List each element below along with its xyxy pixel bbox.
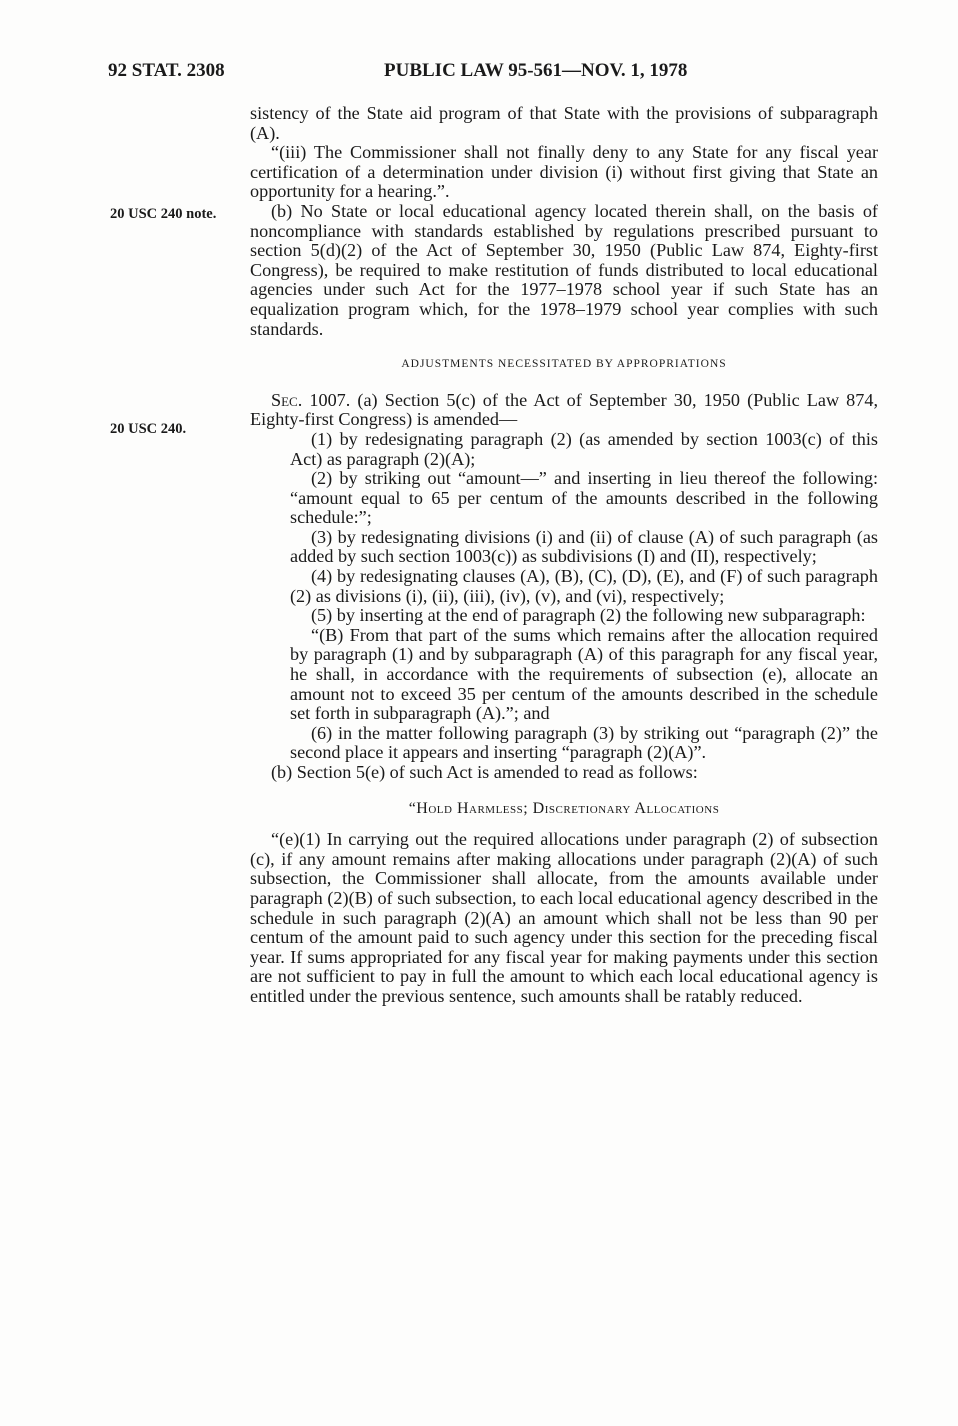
amendment-5: (5) by inserting at the end of paragraph (2) the following new subparagraph: (311, 605, 866, 626)
section-1007-a (250, 391, 878, 430)
quoted-subparagraph-b: “(B) From that part of the sums which remains after the allocation required by paragraph (1) and by subparagraph (A) of this paragraph for any fiscal year, he shall, in accordance with the requirements of subsection (e), allocate an amount not to exceed 35 per centum of the amounts described in the schedule set forth in subparagraph (A).”; and (290, 624, 878, 724)
paragraph-b-restitution: (b) No State or local educational agency located therein shall, on the basis of noncompliance with standards established by regulations prescribed pursuant to section 5(d)(2) of the Act of September 30, 1950 (Public Law 874, Eighty-first Congress), be required to make restitution of funds distributed to local educational agencies under such Act for the 1977–1978 school year if such State has an equalization program which, for the 1978–1979 school year complies with such standards. (250, 200, 878, 339)
amendment-1: (1) by redesignating paragraph (2) (as amended by section 1003(c) of this Act) as paragraph (2)(A); (290, 428, 878, 469)
section-1007-b: (b) Section 5(e) of such Act is amended to read as follows: (271, 762, 698, 782)
paragraph-e-1: “(e)(1) In carrying out the required allocations under paragraph (2) of subsection (c), if any amount remains after making allocations under paragraph (2)(A) of such subsection, the Commissioner shall allocate, from the amounts available under paragraph (2)(B) of such subsection, to each local educational agency described in the schedule in such paragraph (2)(A) an amount which shall not be less than 90 per centum of the amount paid to such agency under this section for the preceding fiscal year. If sums appropriated for any fiscal year for making payments under this section are not sufficient to pay in full the amount to which each local educational agency is entitled under the previous sentence, such amounts shall be ratably reduced. (250, 829, 878, 1006)
margin-note-usc-240-note: 20 USC 240 note. (110, 206, 217, 222)
public-law-title: PUBLIC LAW 95-561—NOV. 1, 1978 (384, 60, 688, 81)
paragraph-iii: “(iii) The Commissioner shall not finally deny to any State for any fiscal year certification of a determination under division (i) without first giving that State an opportunity for a hearing.”. (250, 142, 878, 202)
amendment-4: (4) by redesignating clauses (A), (B), (C), (D), (E), and (F) of such paragraph (2) as divisions (i), (ii), (iii), (iv), (v), and (vi), respectively; (290, 566, 878, 606)
section-1007-a-text: (a) Section 5(c) of the Act of September 30, 1950 (Public Law 874, Eighty-first Congress) is amended— (250, 389, 879, 430)
section-heading-adjustments: ADJUSTMENTS NECESSITATED BY APPROPRIATIONS (401, 358, 727, 371)
body-text (250, 104, 878, 1007)
statute-page-number: 92 STAT. 2308 (108, 60, 225, 81)
amendment-3: (3) by redesignating divisions (i) and (ii) of clause (A) of such paragraph (as added by such section 1003(c)) as subdivisions (I) and (II), respectively; (290, 526, 878, 567)
margin-note-usc-240: 20 USC 240. (110, 421, 187, 437)
section-label: Sec. 1007. (271, 389, 351, 410)
page-header (108, 60, 888, 88)
heading-hold-harmless: “Hold Harmless; Discretionary Allocations (408, 799, 720, 817)
amendment-6: (6) in the matter following paragraph (3) by striking out “paragraph (2)” the second place it appears and inserting “paragraph (2)(A)”. (290, 722, 878, 763)
paragraph-continuation: sistency of the State aid program of that State with the provisions of subparagraph (A). (250, 103, 878, 143)
amendment-2: (2) by striking out “amount—” and inserting in lieu thereof the following: “amount equal to 65 per centum of the amounts described in the following schedule:”; (290, 468, 878, 528)
